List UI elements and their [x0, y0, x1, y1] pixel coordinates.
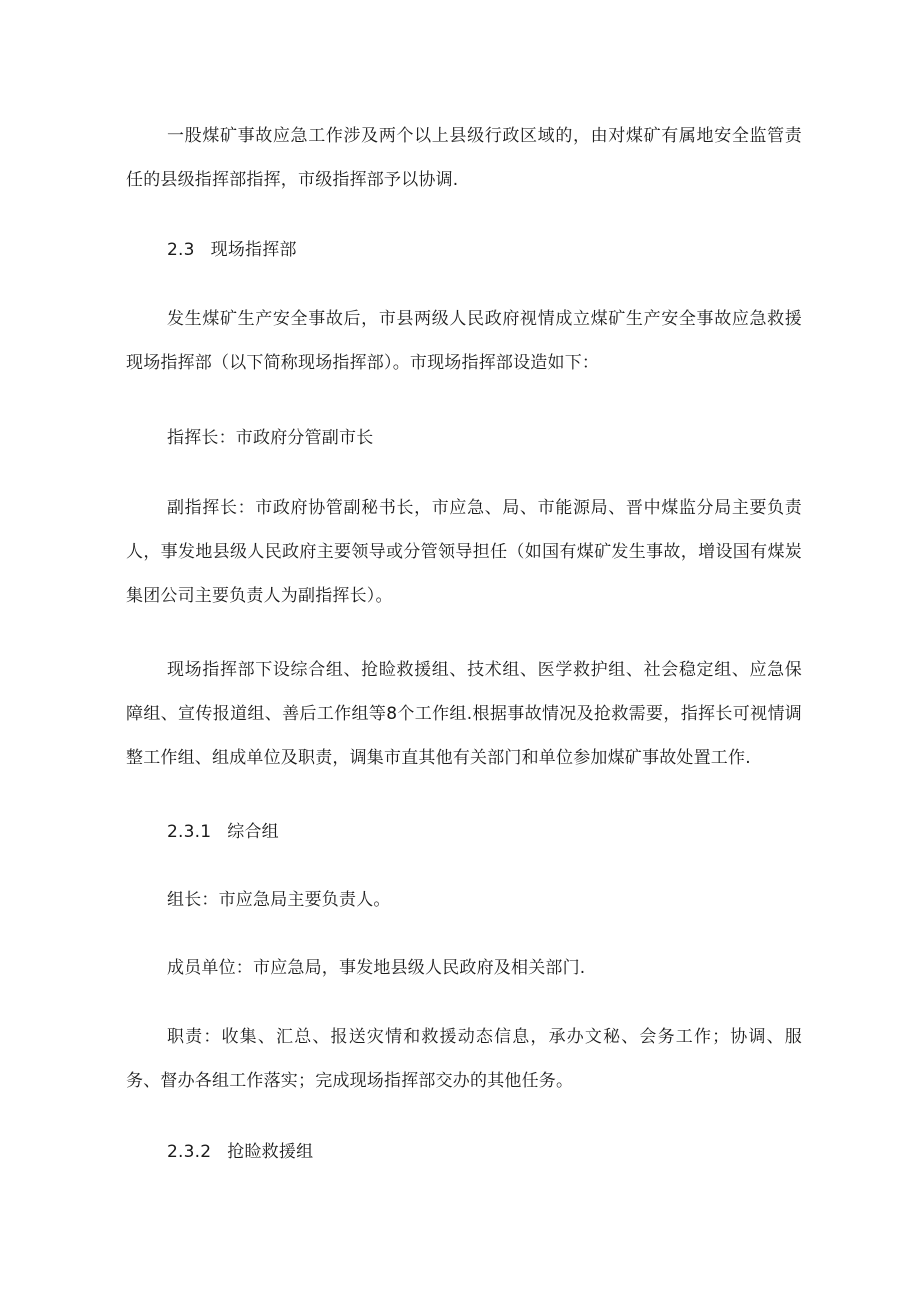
paragraph-block-2 [126, 297, 802, 385]
paragraph-block-6 [126, 878, 802, 922]
section-heading-2-3 [126, 228, 802, 272]
body-paragraph: 成员单位：市应急局，事发地县级人民政府及相关部门. [167, 958, 586, 978]
section-title: 综合组 [227, 822, 279, 842]
paragraph-block-1 [126, 114, 802, 202]
section-title: 抢睑救援组 [227, 1142, 314, 1162]
paragraph-block-3 [126, 416, 802, 460]
section-heading-2-3-1 [126, 810, 802, 854]
paragraph-block-7 [126, 946, 802, 990]
section-title: 现场指挥部 [210, 240, 297, 260]
body-paragraph: 副指挥长：市政府协管副秘书长，市应急、局、市能源局、晋中煤监分局主要负责人，事发地县级人民政府主要领导或分管领导担任（如国有煤矿发生事故，增设国有煤炭集团公司主要负责人为副指挥长）。 [126, 498, 802, 606]
body-paragraph: 组长：市应急局主要负责人。 [167, 890, 391, 910]
section-number: 2.3 [167, 240, 195, 260]
paragraph-block-8 [126, 1015, 802, 1103]
body-paragraph: 现场指挥部下设综合组、抢睑救援组、技术组、医学救护组、社会稳定组、应急保障组、宣传报道组、善后工作组等8个工作组.根据事故情况及抢救需要，指挥长可视情调整工作组、组成单位及职责，调集市直其他有关部门和单位参加煤矿事故处置工作. [126, 660, 802, 768]
paragraph-block-4 [126, 486, 802, 618]
body-paragraph: 发生煤矿生产安全事故后，市县两级人民政府视情成立煤矿生产安全事故应急救援现场指挥部（以下简称现场指挥部）。市现场指挥部设造如下： [126, 309, 802, 373]
section-number: 2.3.2 [167, 1142, 212, 1162]
body-paragraph: 职责：收集、汇总、报送灾情和救援动态信息，承办文秘、会务工作；协调、服务、督办各组工作落实；完成现场指挥部交办的其他任务。 [126, 1027, 802, 1091]
section-number: 2.3.1 [167, 822, 212, 842]
body-paragraph: 一股煤矿事故应急工作涉及两个以上县级行政区域的，由对煤矿有属地安全监管责任的县级指挥部指挥，市级指挥部予以协调. [126, 126, 802, 190]
paragraph-block-5 [126, 648, 802, 780]
body-paragraph: 指挥长：市政府分管副市长 [167, 428, 374, 448]
section-heading-2-3-2 [126, 1130, 802, 1174]
